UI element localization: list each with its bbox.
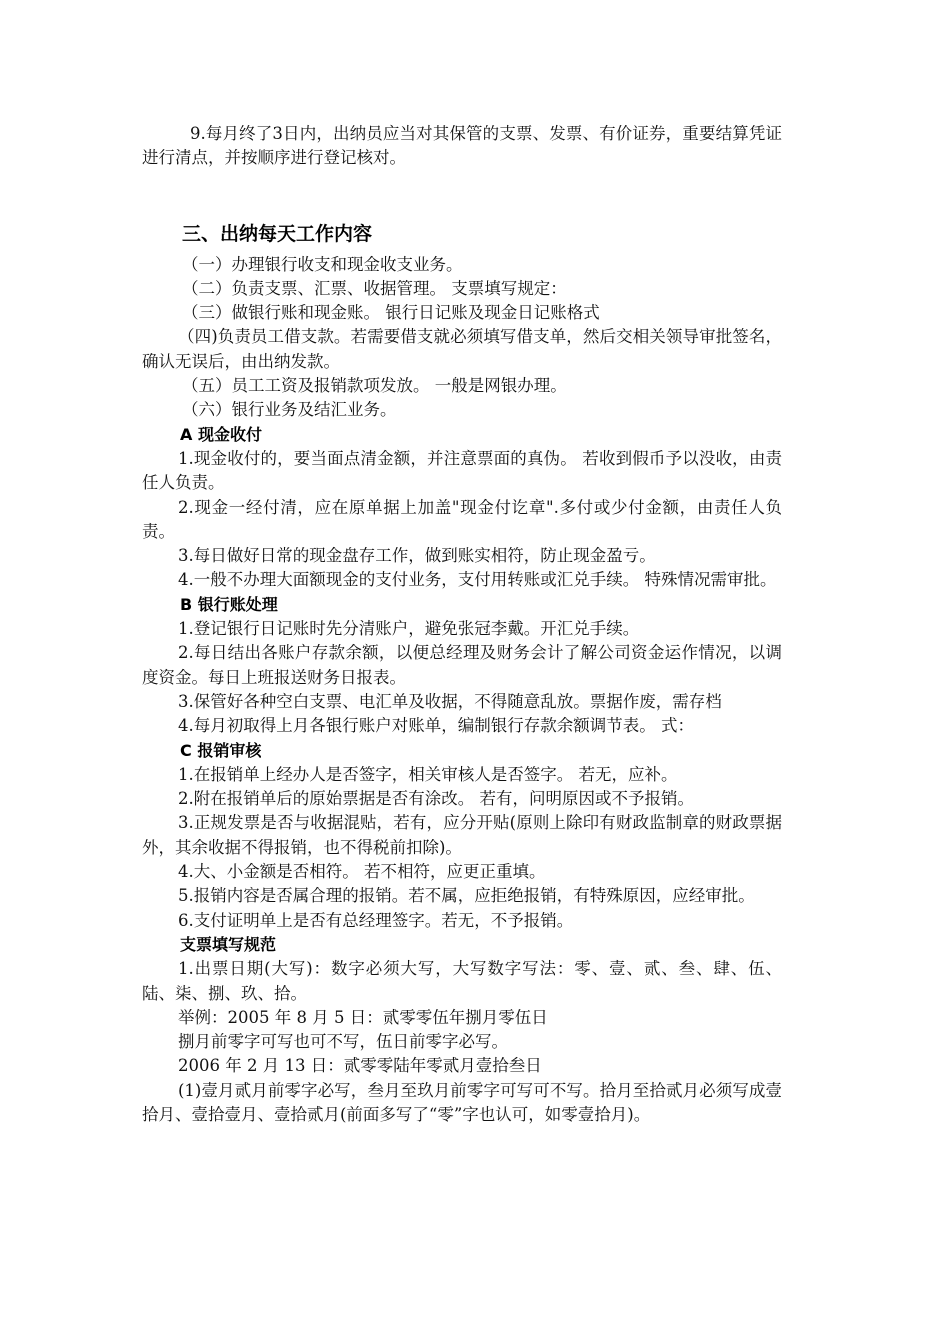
duty-item: （四)负责员工借支款。若需要借支就必须填写借支单，然后交相关领导审批签名，确认无误后，由出纳发款。 (142, 327, 782, 371)
duty-item: （一）办理银行收支和现金收支业务。 (182, 254, 463, 274)
section-c-item: 1.在报销单上经办人是否签字，相关审核人是否签字。 若无，应补。 (178, 764, 678, 784)
section-c-heading: C 报销审核 (180, 740, 262, 760)
section-b-item: 1.登记银行日记账时先分清账户，避免张冠李戴。开汇兑手续。 (178, 619, 640, 639)
cheque-rule-item: 捌月前零字可写也可不写，伍日前零字必写。 (178, 1032, 508, 1052)
cheque-rule-item: 2006 年 2 月 13 日：贰零零陆年零贰月壹拾叁日 (178, 1056, 542, 1076)
section-b-item: 3.保管好各种空白支票、电汇单及收据，不得随意乱放。票据作废，需存档 (178, 691, 722, 711)
cheque-rule-item: (1)壹月贰月前零字必写，叁月至玖月前零字可写可不写。拾月至拾贰月必须写成壹拾月、壹拾壹月、壹拾贰月(前面多写了“零”字也认可，如零壹拾月)。 (142, 1080, 782, 1124)
duty-item: （五）员工工资及报销款项发放。 一般是网银办理。 (182, 376, 567, 396)
paragraph-9: 9.每月终了3日内，出纳员应当对其保管的支票、发票、有价证券，重要结算凭证进行清点，并按顺序进行登记核对。 (142, 124, 782, 168)
duty-item: （二）负责支票、汇票、收据管理。 支票填写规定： (182, 278, 567, 298)
section-c-item: 6.支付证明单上是否有总经理签字。若无，不予报销。 (178, 910, 574, 930)
cheque-rule-item: 举例：2005 年 8 月 5 日：贰零零伍年捌月零伍日 (178, 1007, 548, 1027)
section-b-heading: B 银行账处理 (180, 594, 278, 614)
section-a-heading: A 现金收付 (180, 424, 262, 444)
document-body (142, 122, 782, 1127)
section-c-item: 4.大、小金额是否相符。 若不相符，应更正重填。 (178, 862, 546, 882)
section-c-item: 5.报销内容是否属合理的报销。若不属，应拒绝报销，有特殊原因，应经审批。 (178, 886, 755, 906)
duty-item: （三）做银行账和现金账。 银行日记账及现金日记账格式 (182, 303, 600, 323)
section-c-item: 3.正规发票是否与收据混贴，若有，应分开贴(原则上除印有财政监制章的财政票据外，其余收据不得报销，也不得税前扣除)。 (142, 813, 782, 857)
section-c-item: 2.附在报销单后的原始票据是否有涂改。 若有，问明原因或不予报销。 (178, 789, 694, 809)
duty-item: （六）银行业务及结汇业务。 (182, 400, 397, 420)
section-b-item: 2.每日结出各账户存款余额，以便总经理及财务会计了解公司资金运作情况，以调度资金。每日上班报送财务日报表。 (142, 643, 782, 687)
section-a-item: 4.一般不办理大面额现金的支付业务，支付用转账或汇兑手续。 特殊情况需审批。 (178, 570, 777, 590)
section-a-item: 3.每日做好日常的现金盘存工作，做到账实相符，防止现金盈亏。 (178, 546, 656, 566)
section-a-item: 1.现金收付的，要当面点清金额，并注意票面的真伪。 若收到假币予以没收，由责任人负责。 (142, 448, 782, 493)
cheque-rule-item: 1.出票日期(大写)：数字必须大写，大写数字写法：零、壹、贰、叁、肆、伍、陆、柒、捌、玖、拾。 (142, 959, 782, 1003)
section-b-item: 4.每月初取得上月各银行账户对账单，编制银行存款余额调节表。 式： (178, 716, 694, 736)
section-3-heading: 三、出纳每天工作内容 (182, 222, 373, 245)
section-a-item: 2.现金一经付清，应在原单据上加盖"现金付讫章".多付或少付金额，由责任人负责。 (142, 497, 782, 541)
cheque-rules-heading: 支票填写规范 (180, 934, 277, 954)
